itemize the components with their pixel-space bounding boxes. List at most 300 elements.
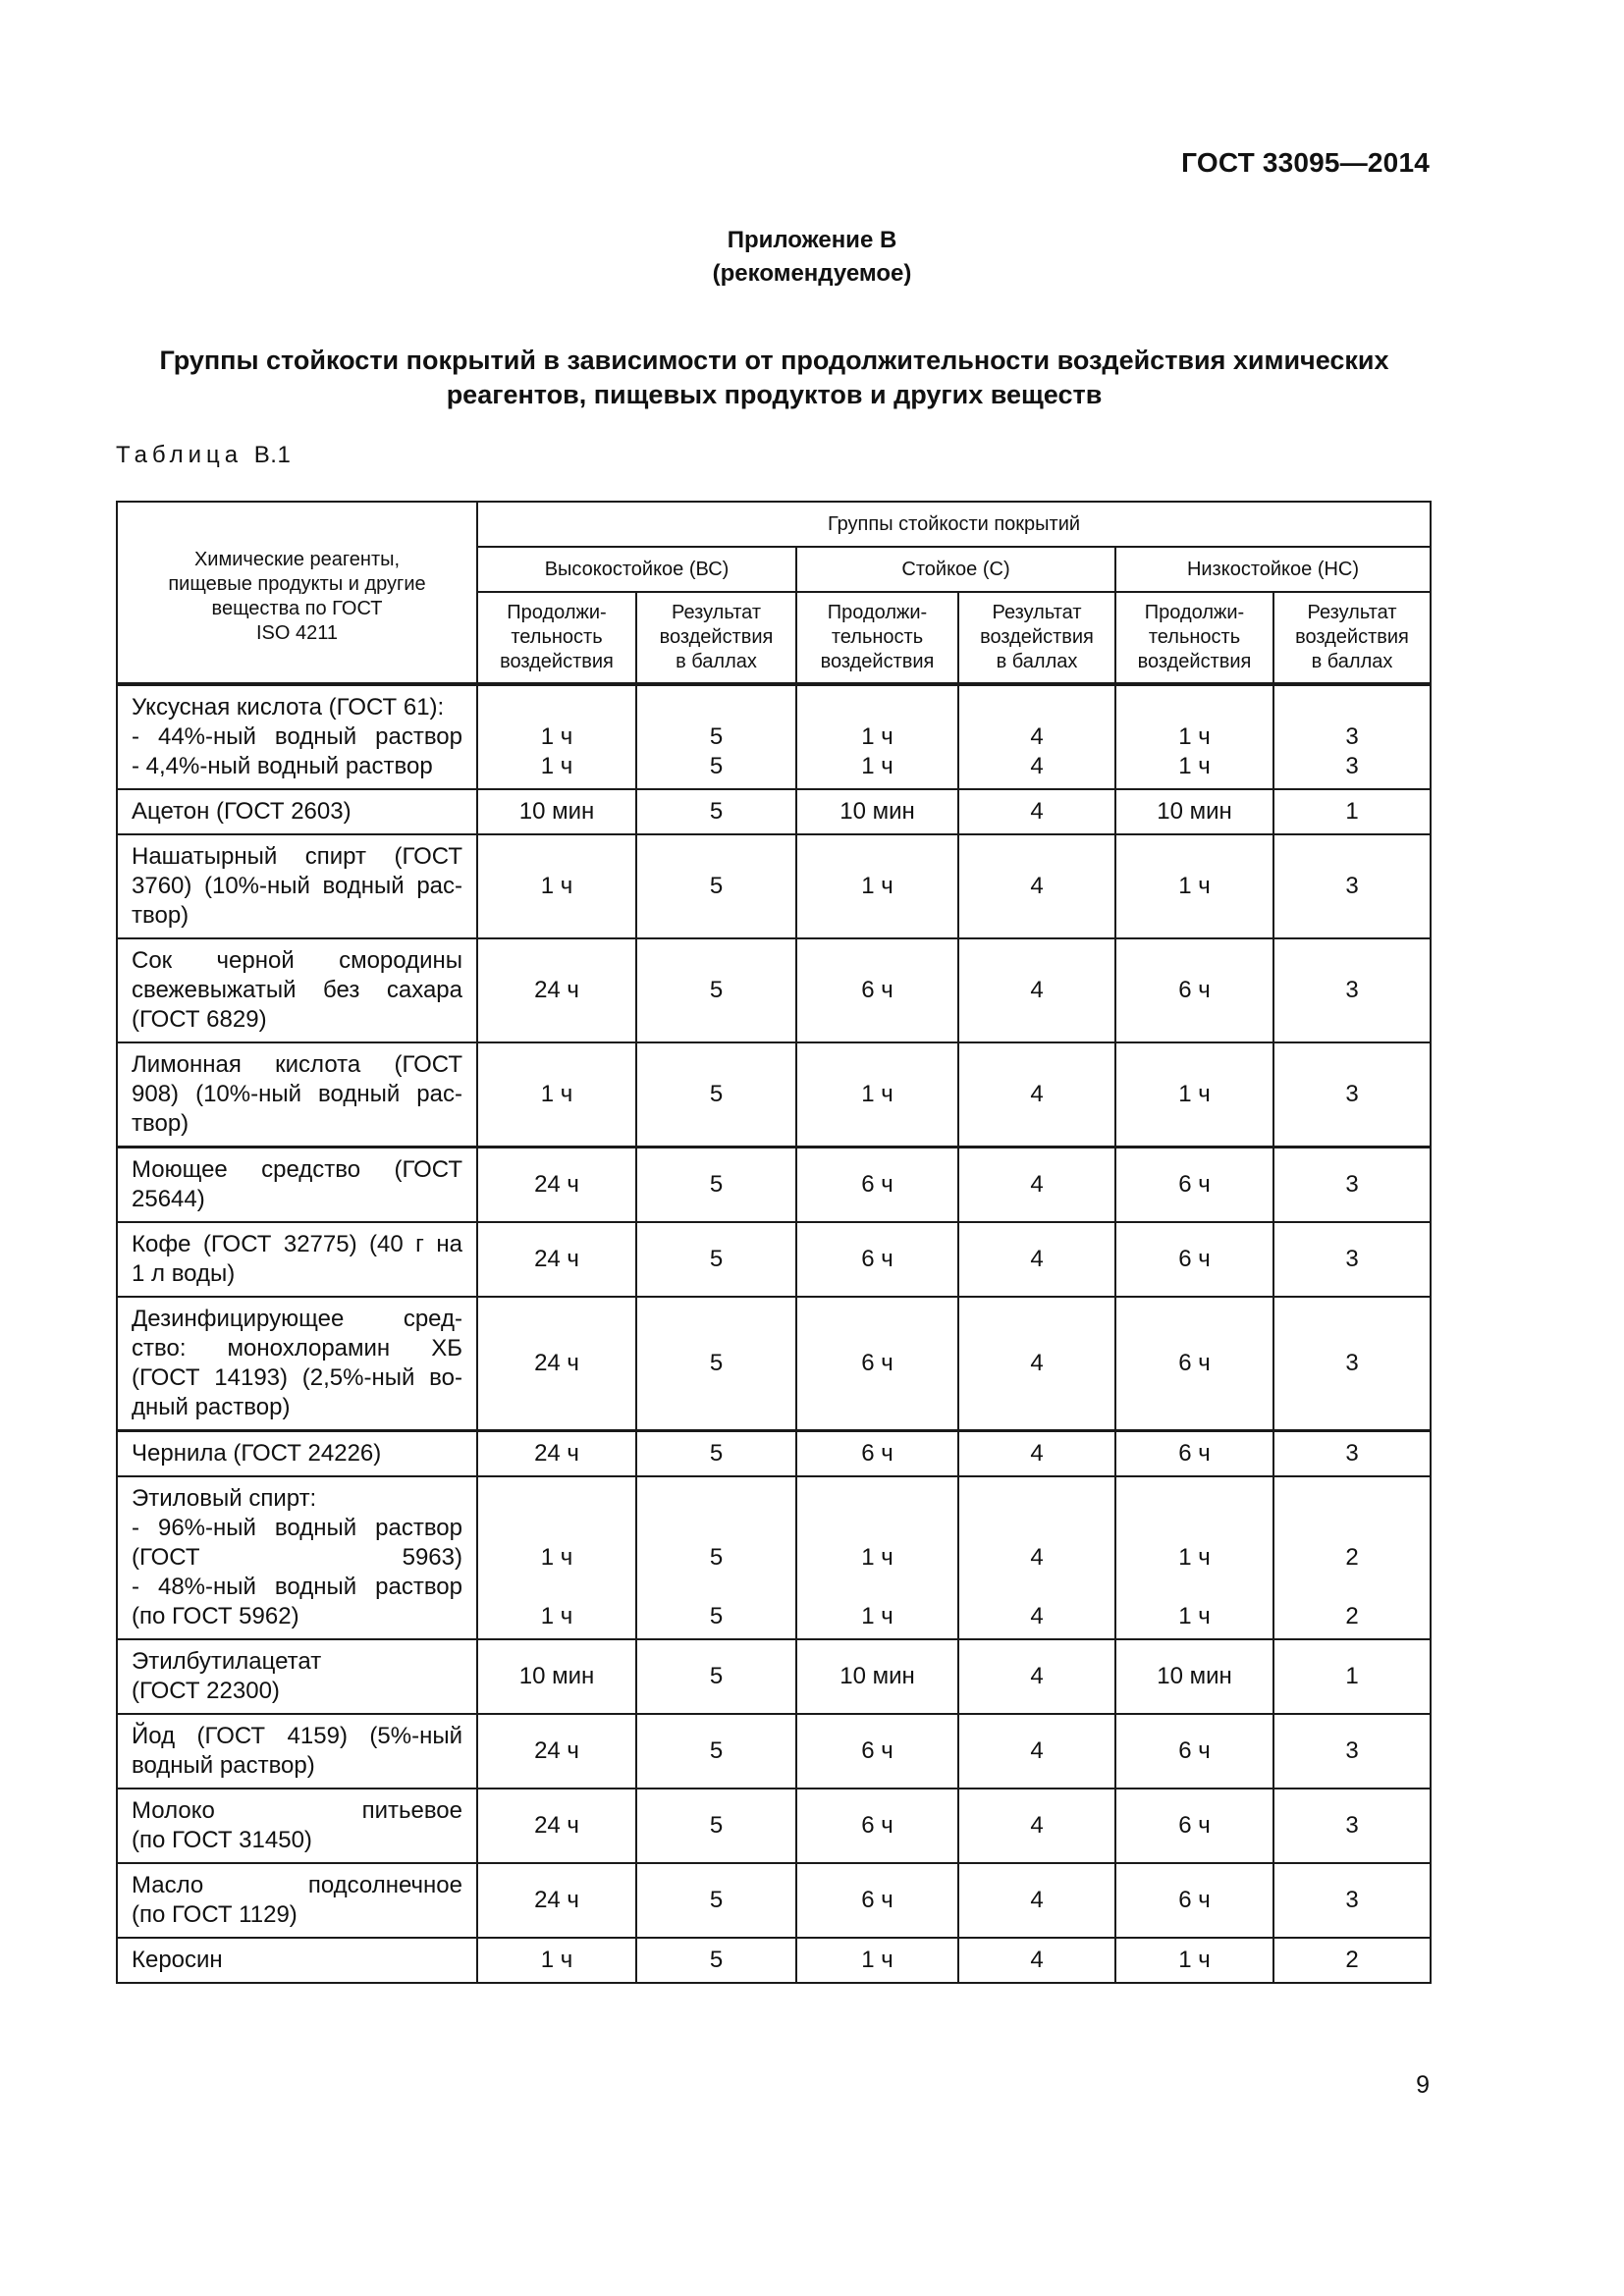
cell-value: 4 [1030, 977, 1044, 1003]
document-code: ГОСТ 33095—2014 [1181, 147, 1430, 178]
cell-value: 24 ч [534, 1246, 579, 1272]
cell-value: 10 мин [1157, 798, 1232, 825]
column-header-substances-line: пищевые продукты и другие [168, 573, 426, 595]
cell-low-result [1273, 1639, 1431, 1714]
cell-medium-result [958, 1148, 1115, 1223]
substance-name-line: - 4,4%-ный водный раствор [132, 753, 433, 779]
cell-value: 3 [1345, 1350, 1359, 1376]
cell-medium-result [958, 1789, 1115, 1863]
table-row [117, 1476, 1431, 1639]
cell-value [1116, 693, 1272, 722]
subheader-line: тельность [1148, 626, 1241, 648]
cell-value: 4 [1030, 1440, 1044, 1467]
cell-value: 4 [1030, 723, 1044, 750]
cell-high-duration [477, 1297, 636, 1431]
cell-value: 5 [709, 723, 724, 750]
cell-value [478, 693, 635, 722]
cell-value [1274, 1484, 1430, 1514]
cell-low-result [1273, 1148, 1431, 1223]
cell-low-result [1273, 1789, 1431, 1863]
page-number: 9 [1416, 2071, 1430, 2099]
substance-name-line: Кофе (ГОСТ 32775) (40 г на [132, 1231, 462, 1257]
cell-low-duration [1115, 1789, 1273, 1863]
cell-medium-result [958, 1476, 1115, 1639]
substance-name [117, 684, 477, 789]
cell-medium-duration [796, 1148, 958, 1223]
table-row [117, 789, 1431, 834]
cell-value: 5 [709, 873, 724, 899]
cell-value: 1 ч [861, 1544, 893, 1571]
cell-value: 6 ч [861, 1812, 893, 1839]
cell-medium-duration [796, 1297, 958, 1431]
cell-value: 6 ч [861, 1737, 893, 1764]
cell-low-result [1273, 1476, 1431, 1639]
cell-value: 24 ч [534, 977, 579, 1003]
cell-value: 5 [709, 1246, 724, 1272]
subheader-duration [1115, 592, 1273, 684]
cell-high-result [636, 684, 796, 789]
cell-value: 1 ч [861, 723, 893, 750]
cell-low-duration [1115, 1639, 1273, 1714]
cell-value: 4 [1030, 798, 1044, 825]
substance-name [117, 1431, 477, 1477]
appendix-heading [0, 224, 1624, 291]
cell-value: 6 ч [1178, 1171, 1211, 1198]
cell-high-result [636, 1042, 796, 1148]
group-header-low: Низкостойкое (НС) [1115, 547, 1431, 592]
cell-value: 5 [709, 1171, 724, 1198]
table-row [117, 1938, 1431, 1983]
substance-name-line: Уксусная кислота (ГОСТ 61): [132, 694, 445, 721]
subheader-line: воздействия [980, 626, 1094, 648]
cell-value: 5 [709, 1812, 724, 1839]
cell-medium-result [958, 1222, 1115, 1297]
cell-value: 4 [1030, 1171, 1044, 1198]
cell-medium-result [958, 789, 1115, 834]
cell-value: 6 ч [1178, 1246, 1211, 1272]
cell-value [637, 1514, 795, 1543]
substance-name-line: (ГОСТ 5963) [132, 1544, 462, 1571]
substance-name-line: водный раствор) [132, 1752, 315, 1779]
column-header-substances-line: вещества по ГОСТ [211, 598, 383, 619]
cell-high-result [636, 1476, 796, 1639]
substance-name-line: Йод (ГОСТ 4159) (5%-ный [132, 1723, 462, 1749]
cell-high-duration [477, 1431, 636, 1477]
substance-name [117, 938, 477, 1042]
cell-medium-duration [796, 1042, 958, 1148]
table-label-number: В.1 [253, 442, 292, 468]
cell-value [797, 1484, 957, 1514]
cell-high-duration [477, 789, 636, 834]
substance-name-line: Моющее средство (ГОСТ [132, 1156, 462, 1183]
cell-value: 3 [1345, 1737, 1359, 1764]
cell-medium-result [958, 684, 1115, 789]
cell-low-duration [1115, 1222, 1273, 1297]
subheader-duration [477, 592, 636, 684]
column-header-substances-line: ISO 4211 [255, 622, 339, 644]
cell-value: 3 [1345, 753, 1359, 779]
cell-value [1274, 1514, 1430, 1543]
cell-low-duration [1115, 684, 1273, 789]
cell-value [959, 1484, 1114, 1514]
substance-name-line: Масло подсолнечное [132, 1872, 462, 1898]
cell-value: 6 ч [1178, 1440, 1211, 1467]
cell-high-duration [477, 1042, 636, 1148]
cell-medium-result [958, 1714, 1115, 1789]
substance-name-line: Чернила (ГОСТ 24226) [132, 1440, 382, 1467]
cell-high-result [636, 834, 796, 938]
cell-value [478, 1573, 635, 1602]
section-heading-line-2: реагентов, пищевых продуктов и других веществ [446, 380, 1103, 409]
cell-low-result [1273, 938, 1431, 1042]
cell-high-duration [477, 1639, 636, 1714]
substance-name-line: Керосин [132, 1947, 223, 1973]
cell-value: 10 мин [839, 798, 915, 825]
substance-name [117, 834, 477, 938]
cell-value [1274, 1573, 1430, 1602]
subheader-line: тельность [831, 626, 924, 648]
cell-high-result [636, 1714, 796, 1789]
substance-name [117, 1714, 477, 1789]
substance-name-line: - 96%-ный водный раствор [132, 1515, 462, 1541]
substance-name-line: дный раствор) [132, 1394, 291, 1420]
substance-name-line: (по ГОСТ 5962) [132, 1603, 299, 1629]
cell-value: 1 ч [861, 1603, 893, 1629]
cell-low-result [1273, 684, 1431, 789]
cell-value: 5 [709, 753, 724, 779]
cell-value: 4 [1030, 1812, 1044, 1839]
cell-value: 1 ч [540, 723, 573, 750]
subheader-line: Продолжи- [1144, 602, 1245, 623]
cell-value [478, 1514, 635, 1543]
cell-low-duration [1115, 834, 1273, 938]
cell-value: 4 [1030, 1544, 1044, 1571]
cell-value: 1 ч [540, 1947, 573, 1973]
cell-value: 1 ч [1178, 723, 1211, 750]
cell-value: 5 [709, 1737, 724, 1764]
substance-name-line: Сок черной смородины [132, 947, 462, 974]
cell-value: 1 [1345, 798, 1359, 825]
subheader-line: воздействия [1137, 651, 1252, 672]
cell-medium-result [958, 1863, 1115, 1938]
cell-low-result [1273, 1863, 1431, 1938]
cell-value: 1 ч [540, 753, 573, 779]
cell-value: 24 ч [534, 1440, 579, 1467]
cell-value: 10 мин [839, 1663, 915, 1689]
cell-high-result [636, 1789, 796, 1863]
table-row [117, 1297, 1431, 1431]
cell-value: 3 [1345, 1812, 1359, 1839]
table-row [117, 1789, 1431, 1863]
resistance-table [116, 501, 1432, 1984]
cell-value: 1 ч [1178, 1603, 1211, 1629]
cell-value: 4 [1030, 1737, 1044, 1764]
cell-value: 6 ч [861, 977, 893, 1003]
cell-value: 1 ч [540, 1081, 573, 1107]
substance-name-line: твор) [132, 1110, 189, 1137]
substance-name-line: 25644) [132, 1186, 205, 1212]
cell-value: 3 [1345, 1171, 1359, 1198]
cell-value: 1 ч [861, 1947, 893, 1973]
table-row [117, 1222, 1431, 1297]
substance-name-line: Этилбутилацетат [132, 1648, 322, 1675]
substance-name-line: свежевыжатый без сахара [132, 977, 462, 1003]
cell-value [1274, 693, 1430, 722]
cell-value: 10 мин [518, 798, 595, 825]
subheader-line: воздействия [659, 626, 774, 648]
cell-high-result [636, 1863, 796, 1938]
cell-value: 6 ч [1178, 1887, 1211, 1913]
subheader-line: Продолжи- [827, 602, 928, 623]
cell-high-result [636, 1222, 796, 1297]
column-header-substances [117, 502, 477, 684]
substance-name-line: - 44%-ный водный раствор [132, 723, 462, 750]
cell-value [797, 693, 957, 722]
cell-value: 1 ч [861, 873, 893, 899]
cell-value: 5 [709, 1663, 724, 1689]
subheader-line: Результат [992, 602, 1082, 623]
cell-value: 1 ч [540, 873, 573, 899]
cell-high-duration [477, 684, 636, 789]
group-header: Группы стойкости покрытий [477, 502, 1431, 547]
substance-name-line: - 48%-ный водный раствор [132, 1574, 462, 1600]
substance-name [117, 1222, 477, 1297]
group-header-medium: Стойкое (С) [796, 547, 1115, 592]
cell-value [959, 693, 1114, 722]
cell-low-result [1273, 1297, 1431, 1431]
cell-high-result [636, 1639, 796, 1714]
cell-value: 6 ч [1178, 1812, 1211, 1839]
cell-value [1116, 1484, 1272, 1514]
cell-value: 6 ч [1178, 1737, 1211, 1764]
substance-name [117, 1297, 477, 1431]
cell-medium-duration [796, 1431, 958, 1477]
cell-medium-result [958, 1431, 1115, 1477]
substance-name-line: Ацетон (ГОСТ 2603) [132, 798, 352, 825]
subheader-line: воздействия [820, 651, 935, 672]
cell-high-duration [477, 1714, 636, 1789]
table-row [117, 834, 1431, 938]
table-row [117, 1148, 1431, 1223]
cell-medium-duration [796, 1222, 958, 1297]
cell-value: 5 [709, 1947, 724, 1973]
substance-name [117, 1476, 477, 1639]
cell-value: 6 ч [861, 1887, 893, 1913]
cell-low-result [1273, 1042, 1431, 1148]
substance-name [117, 1148, 477, 1223]
appendix-subtitle: (рекомендуемое) [712, 260, 912, 287]
cell-medium-result [958, 1639, 1115, 1714]
cell-value: 3 [1345, 1887, 1359, 1913]
cell-medium-duration [796, 1863, 958, 1938]
substance-name-line: Молоко питьевое [132, 1797, 462, 1824]
cell-value: 5 [709, 1603, 724, 1629]
substance-name [117, 1042, 477, 1148]
cell-medium-duration [796, 1789, 958, 1863]
subheader-duration [796, 592, 958, 684]
cell-value: 1 ч [1178, 1081, 1211, 1107]
substance-name [117, 789, 477, 834]
cell-low-duration [1115, 1714, 1273, 1789]
table-row [117, 1431, 1431, 1477]
cell-value: 2 [1345, 1544, 1359, 1571]
cell-value [478, 1484, 635, 1514]
table-label-word: Таблица [116, 442, 244, 468]
cell-low-duration [1115, 1297, 1273, 1431]
cell-value: 24 ч [534, 1812, 579, 1839]
cell-value: 1 ч [1178, 753, 1211, 779]
cell-high-duration [477, 1938, 636, 1983]
cell-low-result [1273, 789, 1431, 834]
cell-value: 1 ч [540, 1544, 573, 1571]
cell-value: 10 мин [518, 1663, 595, 1689]
cell-value: 5 [709, 1081, 724, 1107]
cell-medium-result [958, 1297, 1115, 1431]
subheader-line: воздействия [1295, 626, 1409, 648]
cell-value: 1 ч [540, 1603, 573, 1629]
cell-value: 2 [1345, 1603, 1359, 1629]
cell-medium-result [958, 1042, 1115, 1148]
cell-low-result [1273, 1938, 1431, 1983]
table-row [117, 684, 1431, 789]
cell-value: 2 [1345, 1947, 1359, 1973]
subheader-result [636, 592, 796, 684]
cell-value [1116, 1514, 1272, 1543]
cell-high-duration [477, 834, 636, 938]
substance-name-line: (по ГОСТ 1129) [132, 1901, 298, 1928]
cell-low-duration [1115, 1148, 1273, 1223]
column-header-substances-line: Химические реагенты, [193, 549, 401, 570]
cell-value: 24 ч [534, 1887, 579, 1913]
cell-value: 4 [1030, 1081, 1044, 1107]
substance-name [117, 1789, 477, 1863]
subheader-line: воздействия [500, 651, 614, 672]
cell-low-duration [1115, 1476, 1273, 1639]
cell-value [637, 693, 795, 722]
cell-high-duration [477, 1863, 636, 1938]
substance-name [117, 1863, 477, 1938]
table-row [117, 1863, 1431, 1938]
cell-value [959, 1514, 1114, 1543]
cell-value: 1 ч [861, 753, 893, 779]
cell-value: 4 [1030, 1663, 1044, 1689]
cell-value: 4 [1030, 753, 1044, 779]
cell-medium-result [958, 938, 1115, 1042]
cell-value: 4 [1030, 1947, 1044, 1973]
table-row [117, 1042, 1431, 1148]
cell-high-result [636, 789, 796, 834]
cell-value: 3 [1345, 1440, 1359, 1467]
cell-medium-duration [796, 1714, 958, 1789]
cell-value: 3 [1345, 1246, 1359, 1272]
cell-value: 24 ч [534, 1350, 579, 1376]
cell-value [1116, 1573, 1272, 1602]
substance-name-line: 3760) (10%-ный водный рас- [132, 873, 462, 899]
cell-value: 5 [709, 1350, 724, 1376]
cell-high-result [636, 1938, 796, 1983]
appendix-title: Приложение В [727, 227, 897, 253]
cell-value: 1 ч [1178, 1544, 1211, 1571]
cell-value: 6 ч [1178, 1350, 1211, 1376]
cell-medium-duration [796, 1938, 958, 1983]
cell-value: 3 [1345, 977, 1359, 1003]
cell-value: 1 [1345, 1663, 1359, 1689]
cell-value: 3 [1345, 873, 1359, 899]
substance-name-line: ство: монохлорамин ХБ [132, 1335, 462, 1362]
cell-value: 6 ч [861, 1246, 893, 1272]
group-header-high: Высокостойкое (ВС) [477, 547, 796, 592]
substance-name [117, 1938, 477, 1983]
cell-value: 5 [709, 977, 724, 1003]
cell-medium-duration [796, 789, 958, 834]
cell-value: 5 [709, 798, 724, 825]
substance-name-line: (ГОСТ 6829) [132, 1006, 267, 1033]
cell-value: 3 [1345, 1081, 1359, 1107]
cell-high-duration [477, 1789, 636, 1863]
cell-medium-duration [796, 938, 958, 1042]
cell-high-duration [477, 1476, 636, 1639]
cell-value: 4 [1030, 873, 1044, 899]
cell-low-duration [1115, 1431, 1273, 1477]
cell-value: 24 ч [534, 1737, 579, 1764]
cell-low-duration [1115, 1042, 1273, 1148]
cell-value [959, 1573, 1114, 1602]
cell-high-result [636, 1148, 796, 1223]
cell-low-result [1273, 1222, 1431, 1297]
cell-low-duration [1115, 1938, 1273, 1983]
substance-name-line: Нашатырный спирт (ГОСТ [132, 843, 462, 870]
cell-value: 10 мин [1157, 1663, 1232, 1689]
subheader-line: Результат [672, 602, 761, 623]
cell-value: 5 [709, 1544, 724, 1571]
cell-value: 6 ч [861, 1440, 893, 1467]
substance-name [117, 1639, 477, 1714]
cell-high-duration [477, 938, 636, 1042]
cell-value [797, 1514, 957, 1543]
subheader-line: в баллах [676, 651, 757, 672]
subheader-line: тельность [511, 626, 603, 648]
cell-medium-result [958, 1938, 1115, 1983]
cell-medium-duration [796, 1639, 958, 1714]
cell-high-result [636, 938, 796, 1042]
substance-name-line: (ГОСТ 22300) [132, 1678, 280, 1704]
cell-low-result [1273, 834, 1431, 938]
cell-value: 4 [1030, 1350, 1044, 1376]
table-row [117, 938, 1431, 1042]
cell-low-duration [1115, 938, 1273, 1042]
subheader-line: Результат [1307, 602, 1397, 623]
cell-value: 3 [1345, 723, 1359, 750]
substance-name-line: 1 л воды) [132, 1260, 236, 1287]
cell-low-duration [1115, 789, 1273, 834]
cell-medium-duration [796, 834, 958, 938]
substance-name-line: (ГОСТ 14193) (2,5%-ный во- [132, 1364, 462, 1391]
cell-value: 6 ч [861, 1171, 893, 1198]
cell-high-result [636, 1431, 796, 1477]
table-row [117, 1639, 1431, 1714]
subheader-line: в баллах [996, 651, 1078, 672]
cell-low-result [1273, 1431, 1431, 1477]
subheader-result [1273, 592, 1431, 684]
cell-value: 6 ч [1178, 977, 1211, 1003]
cell-value: 5 [709, 1887, 724, 1913]
substance-name-line: 908) (10%-ный водный рас- [132, 1081, 462, 1107]
section-heading [118, 344, 1431, 412]
cell-value: 4 [1030, 1246, 1044, 1272]
cell-value: 5 [709, 1440, 724, 1467]
substance-name-line: (по ГОСТ 31450) [132, 1827, 312, 1853]
cell-value: 6 ч [861, 1350, 893, 1376]
